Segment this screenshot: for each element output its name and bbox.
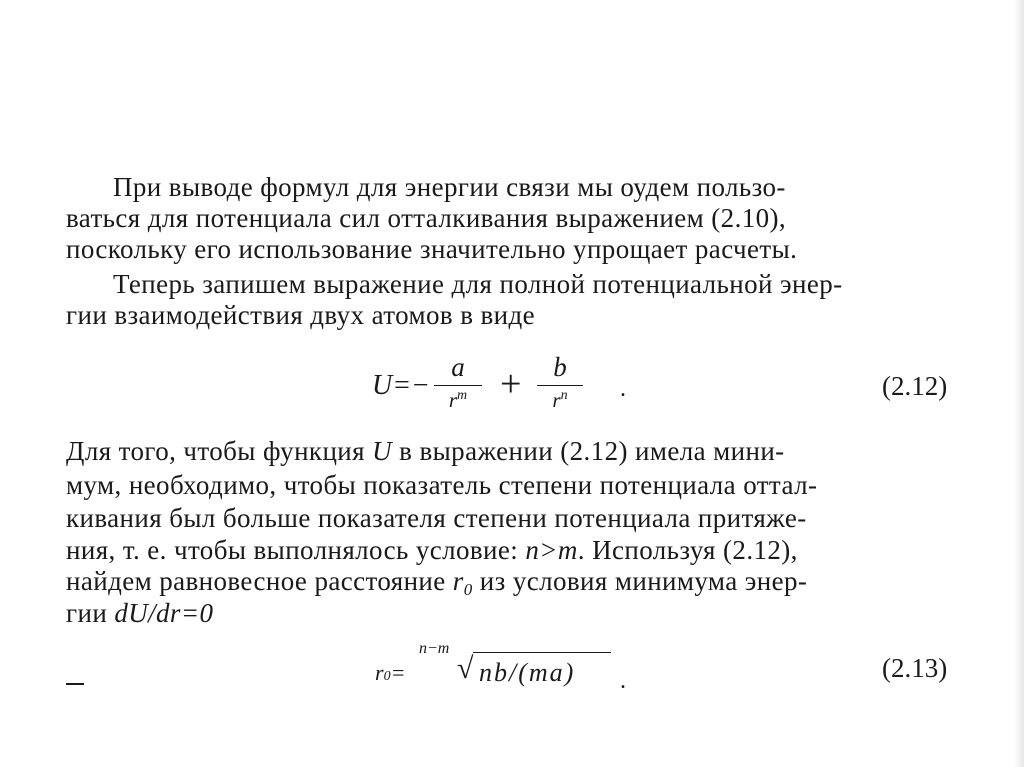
denominator-base: r	[448, 388, 458, 412]
fraction-denominator	[434, 389, 482, 411]
paragraph-3-line-1	[66, 438, 785, 465]
paragraph-3-line-6	[66, 600, 213, 627]
text-segment: Для того, чтобы функция	[66, 436, 373, 466]
fraction-bar	[434, 385, 482, 386]
equation-2-13-lhs	[375, 660, 405, 686]
paragraph-3-line-2: мум, необходимо, чтобы показатель степени потенциала оттал-	[66, 470, 818, 500]
equation-2-12	[372, 348, 642, 418]
denominator-exponent: m	[457, 388, 468, 403]
text-segment: из условия минимума энер-	[472, 566, 808, 596]
variable-base: r	[452, 566, 464, 596]
text-segment: . Используя (2.12),	[577, 535, 798, 565]
fraction-a-over-r-m	[434, 354, 482, 411]
text-segment: ния, т. е. чтобы выполнялось условие:	[66, 535, 526, 565]
paragraph-2-line-2: гии взаимодействия двух атомов в виде	[66, 300, 536, 330]
variable-u: U	[372, 436, 393, 466]
equals-sign: =	[390, 660, 406, 685]
denominator-base: r	[552, 388, 561, 412]
plus-sign: +	[500, 363, 522, 405]
radical-sign-icon: √	[457, 652, 474, 685]
paragraph-1-line-3: поскольку его использование значительно упрощает расчеты.	[66, 234, 798, 264]
paragraph-1-line-1: При выводе формул для энергии связи мы оудем пользо-	[113, 172, 786, 202]
equation-period: .	[620, 376, 626, 402]
page-edge-shadow	[1014, 0, 1024, 767]
fraction-denominator	[537, 389, 583, 411]
text-segment: в выражении (2.12) имела мини-	[392, 436, 785, 466]
radical-vinculum	[473, 652, 611, 653]
equation-2-13	[375, 640, 635, 695]
fraction-numerator: a	[451, 352, 465, 382]
text-segment: найдем равновесное расстояние	[66, 566, 453, 596]
radicand: nb/(ma)	[479, 658, 576, 687]
root-index: n−m	[419, 640, 450, 657]
lhs-subscript: 0	[383, 669, 391, 684]
equation-number-2-13: (2.13)	[882, 653, 948, 683]
text-segment: гии	[66, 598, 115, 628]
equation-number-2-12: (2.12)	[882, 371, 948, 401]
variable-r0	[452, 566, 473, 599]
paragraph-3-line-5	[66, 568, 807, 598]
paragraph-1-line-2: ваться для потенциала сил отталкивания выражением (2.10),	[66, 203, 787, 233]
paragraph-3-line-4	[66, 537, 798, 564]
lhs-base: r	[375, 660, 384, 685]
equation-period: .	[620, 668, 626, 694]
paragraph-3-line-3: кивания был больше показателя степени потенциала притяже-	[66, 503, 807, 533]
margin-dash-mark	[66, 683, 84, 685]
condition-n-greater-m: n>m	[525, 535, 578, 565]
paragraph-2-line-1: Теперь запишем выражение для полной потенциальной энер-	[113, 269, 843, 299]
variable-subscript: 0	[463, 580, 473, 599]
fraction-numerator: b	[553, 352, 567, 382]
derivative-condition: dU/dr=0	[114, 598, 214, 628]
denominator-exponent: n	[560, 388, 568, 403]
equation-2-12-lhs: U=−	[372, 370, 431, 401]
fraction-b-over-r-n	[537, 354, 583, 411]
fraction-bar	[537, 385, 583, 386]
